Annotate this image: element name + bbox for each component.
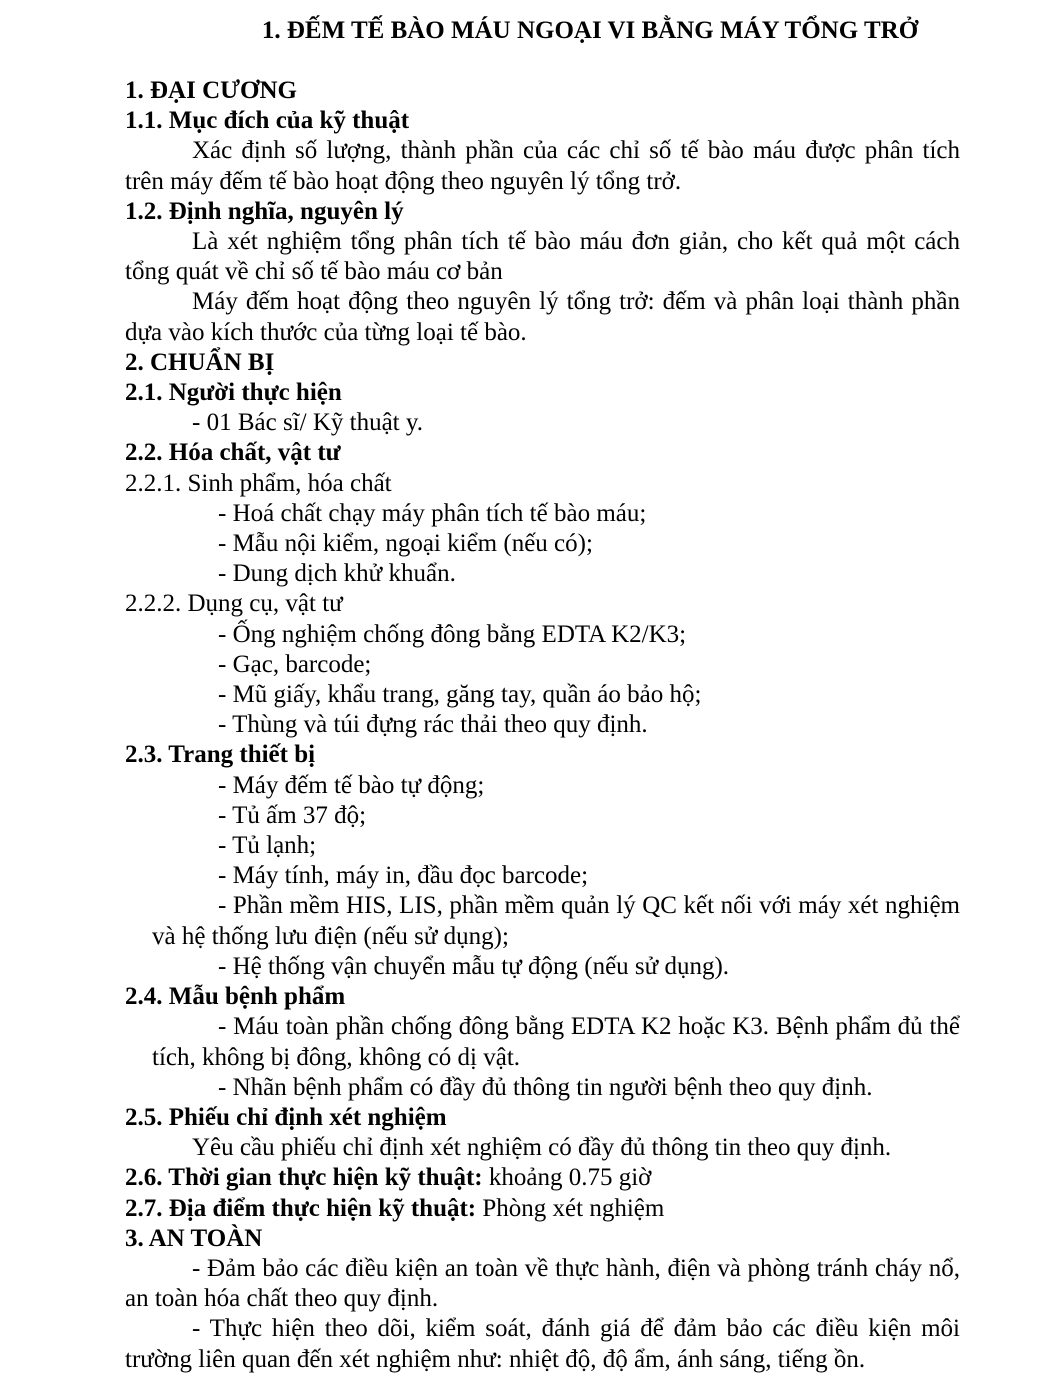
section-heading-2-1: 2.1. Người thực hiện <box>125 379 342 407</box>
list-item: - Mẫu nội kiểm, ngoại kiểm (nếu có); <box>218 530 593 558</box>
section-heading-1-1: 1.1. Mục đích của kỹ thuật <box>125 107 410 135</box>
list-item: - Tủ lạnh; <box>218 832 317 860</box>
list-item: - Dung dịch khử khuẩn. <box>218 560 456 588</box>
list-item: - Đảm bảo các điều kiện an toàn về thực hành, điện và phòng tránh cháy nổ, an toàn hóa chất theo quy định. <box>125 1254 960 1313</box>
section-heading-2-3: 2.3. Trang thiết bị <box>125 741 316 769</box>
list-item: - Mũ giấy, khẩu trang, găng tay, quần áo bảo hộ; <box>218 681 702 709</box>
list-item: - Hệ thống vận chuyển mẫu tự động (nếu sử dụng). <box>218 952 730 980</box>
list-item: - 01 Bác sĩ/ Kỹ thuật y. <box>192 409 423 437</box>
list-item: - Thực hiện theo dõi, kiểm soát, đánh giá để đảm bảo các điều kiện môi trường liên quan đến xét nghiệm như: nhiệt độ, độ ẩm, ánh sáng, tiếng ồn. <box>125 1315 960 1373</box>
section-heading-1-2: 1.2. Định nghĩa, nguyên lý <box>125 197 404 225</box>
section-heading-2: 2. CHUẨN BỊ <box>125 348 275 376</box>
list-item: - Máu toàn phần chống đông bằng EDTA K2 hoặc K3. Bệnh phẩm đủ thể tích, không bị đông, không có dị vật. <box>152 1013 960 1071</box>
list-item: - Máy đếm tế bào tự động; <box>218 771 485 799</box>
paragraph-order-form: Yêu cầu phiếu chỉ định xét nghiệm có đầy đủ thông tin theo quy định. <box>192 1134 892 1162</box>
paragraph-definition: Là xét nghiệm tổng phân tích tế bào máu đơn giản, cho kết quả một cách tổng quát về chỉ số tế bào máu cơ bản <box>125 228 960 286</box>
section-heading-3: 3. AN TOÀN <box>125 1224 263 1252</box>
section-heading-2-2: 2.2. Hóa chất, vật tư <box>125 439 341 467</box>
document-body <box>125 76 960 1375</box>
section-2-6-line <box>125 1163 960 1193</box>
document-title: 1. ĐẾM TẾ BÀO MÁU NGOẠI VI BẰNG MÁY TỔNG TRỞ <box>261 17 919 44</box>
list-item: - Phần mềm HIS, LIS, phần mềm quản lý QC kết nối với máy xét nghiệm và hệ thống lưu điện (nếu sử dụng); <box>152 892 960 950</box>
list-item: - Nhãn bệnh phẩm có đầy đủ thông tin người bệnh theo quy định. <box>218 1073 873 1101</box>
list-item: - Ống nghiệm chống đông bằng EDTA K2/K3; <box>218 620 687 648</box>
list-item: - Gạc, barcode; <box>218 650 372 678</box>
list-item: - Thùng và túi đựng rác thải theo quy định. <box>218 711 648 739</box>
location-value: Phòng xét nghiệm <box>476 1194 665 1222</box>
subsection-heading-2-2-2: 2.2.2. Dụng cụ, vật tư <box>125 590 343 618</box>
section-heading-2-6: 2.6. Thời gian thực hiện kỹ thuật: <box>125 1164 483 1192</box>
subsection-heading-2-2-1: 2.2.1. Sinh phẩm, hóa chất <box>125 469 392 497</box>
section-heading-2-4: 2.4. Mẫu bệnh phẩm <box>125 983 346 1011</box>
section-2-7-line <box>125 1194 960 1224</box>
section-heading-2-5: 2.5. Phiếu chỉ định xét nghiệm <box>125 1103 447 1131</box>
paragraph-principle: Máy đếm hoạt động theo nguyên lý tổng trở: đếm và phân loại thành phần dựa vào kích thước của từng loại tế bào. <box>125 288 960 346</box>
list-item: - Hoá chất chạy máy phân tích tế bào máu; <box>218 499 647 527</box>
list-item: - Tủ ấm 37 độ; <box>218 801 367 829</box>
section-heading-2-7: 2.7. Địa điểm thực hiện kỹ thuật: <box>125 1194 477 1222</box>
duration-value: khoảng 0.75 giờ <box>482 1164 652 1192</box>
paragraph-purpose: Xác định số lượng, thành phần của các chỉ số tế bào máu được phân tích trên máy đếm tế bào hoạt động theo nguyên lý tổng trở. <box>125 137 960 195</box>
list-item: - Máy tính, máy in, đầu đọc barcode; <box>218 862 589 890</box>
section-heading-1: 1. ĐẠI CƯƠNG <box>125 77 297 104</box>
